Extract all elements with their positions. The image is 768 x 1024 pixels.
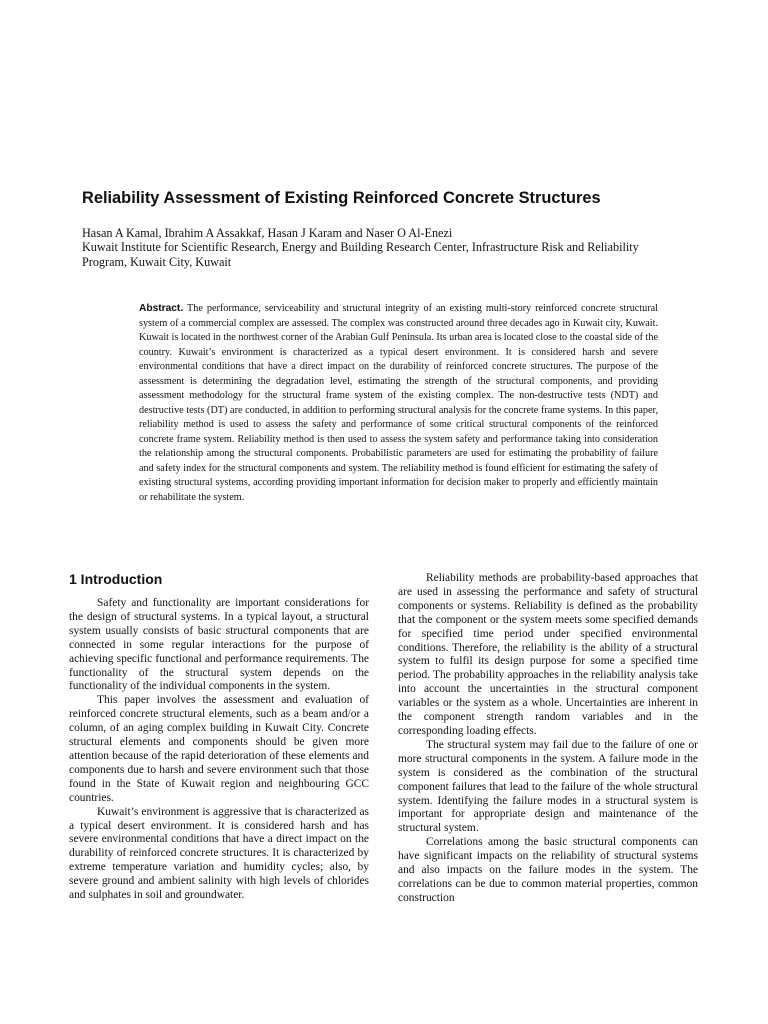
left-paragraph-2: This paper involves the assessment and evaluation of reinforced concrete structural elements, such as a beam and/or a column, of an aging complex building in Kuwait City. Concrete structural elements and components should be given more attention because of the rapid deterioration of these elements and components due to harsh and severe environment such that those found in the State of Kuwait region and neighbouring GCC countries. (69, 694, 369, 804)
left-paragraph-1: Safety and functionality are important considerations for the design of structural systems. In a typical layout, a structural system usually consists of basic structural components that are connected in some regular interactions for the purpose of achieving specific functional and performance requirements. The functionality of the structural system depends on the functionality of the individual components in the system. (69, 597, 369, 693)
right-paragraph-3: Correlations among the basic structural components can have significant impacts on the reliability of structural systems and also impacts on the failure modes in the system. The correlations can be due to common material properties, common construction (398, 836, 698, 904)
author-affiliation: Kuwait Institute for Scientific Research, Energy and Building Research Center, Infrastructure Risk and Reliability Program, Kuwait City, Kuwait (82, 240, 639, 269)
right-paragraph-2: The structural system may fail due to the failure of one or more structural components in the system. A failure mode in the system is considered as the combination of the structural component failures that lead to the failure of the whole structural system. Identifying the failure modes in a structural system is important for appropriate design and maintenance of the structural system. (398, 738, 698, 835)
abstract-label: Abstract. (139, 303, 184, 314)
abstract-text: The performance, serviceability and structural integrity of an existing multi-story reinforced concrete structural system of a commercial complex are assessed. The complex was constructed around three decades ago in Kuwait city, Kuwait. Kuwait is located in the northwest corner of the Arabian Gulf Peninsula. Its urban area is located close to the coastal side of the country. Kuwait’s environment is characterized as a typical desert environment. It is considered harsh and severe environmental conditions that have a direct impact on the durability of reinforced concrete structures. The purpose of the assessment is determining the degradation level, estimating the strength of the structural components, and providing assessment methodology for the structural frame system of the existing complex. The non-destructive tests (NDT) and destructive tests (DT) are conducted, in addition to performing structural analysis for the concrete frame systems. In this paper, reliability method is used to assess the safety and performance of some critical structural components of the reinforced concrete frame system. Reliability method is then used to assess the system safety and performance taking into consideration the relationship among the structural components. Probabilistic parameters are used for estimating the probability of failure and safety index for the structural components and system. The reliability method is found efficient for estimating the safety of existing structural systems, according providing important information for decision maker to properly and efficiently maintain or rehabilitate the system. (139, 303, 658, 503)
section-heading-introduction: 1 Introduction (69, 571, 163, 587)
abstract-block (139, 302, 658, 505)
paper-title: Reliability Assessment of Existing Reinforced Concrete Structures (82, 189, 601, 207)
right-column (398, 572, 698, 906)
left-column (69, 570, 369, 903)
left-paragraph-3: Kuwait’s environment is aggressive that is characterized as a typical desert environment. It is considered harsh and has severe environmental conditions that have a direct impact on the durability of reinforced concrete structures. It is characterized by extreme temperature variation and humidity cycles; also, by severe ground and ambient salinity with high levels of chlorides and sulphates in soil and groundwater. (69, 805, 369, 902)
right-paragraph-1: Reliability methods are probability-based approaches that are used in assessing the performance and safety of structural components or systems. Reliability is defined as the probability that the component or the system meets some specified demands for specified time period under specified environmental conditions. Therefore, the reliability is the ability of a structural system to fulfil its design purpose for some a specified time period. The probability approaches in the reliability analysis take into account the uncertainties in the structural component variables or the system as a whole. Uncertainties are inherent in the component strength random variables and in the corresponding loading effects. (398, 572, 698, 737)
author-list: Hasan A Kamal, Ibrahim A Assakkaf, Hasan J Karam and Naser O Al-Enezi (82, 226, 453, 240)
